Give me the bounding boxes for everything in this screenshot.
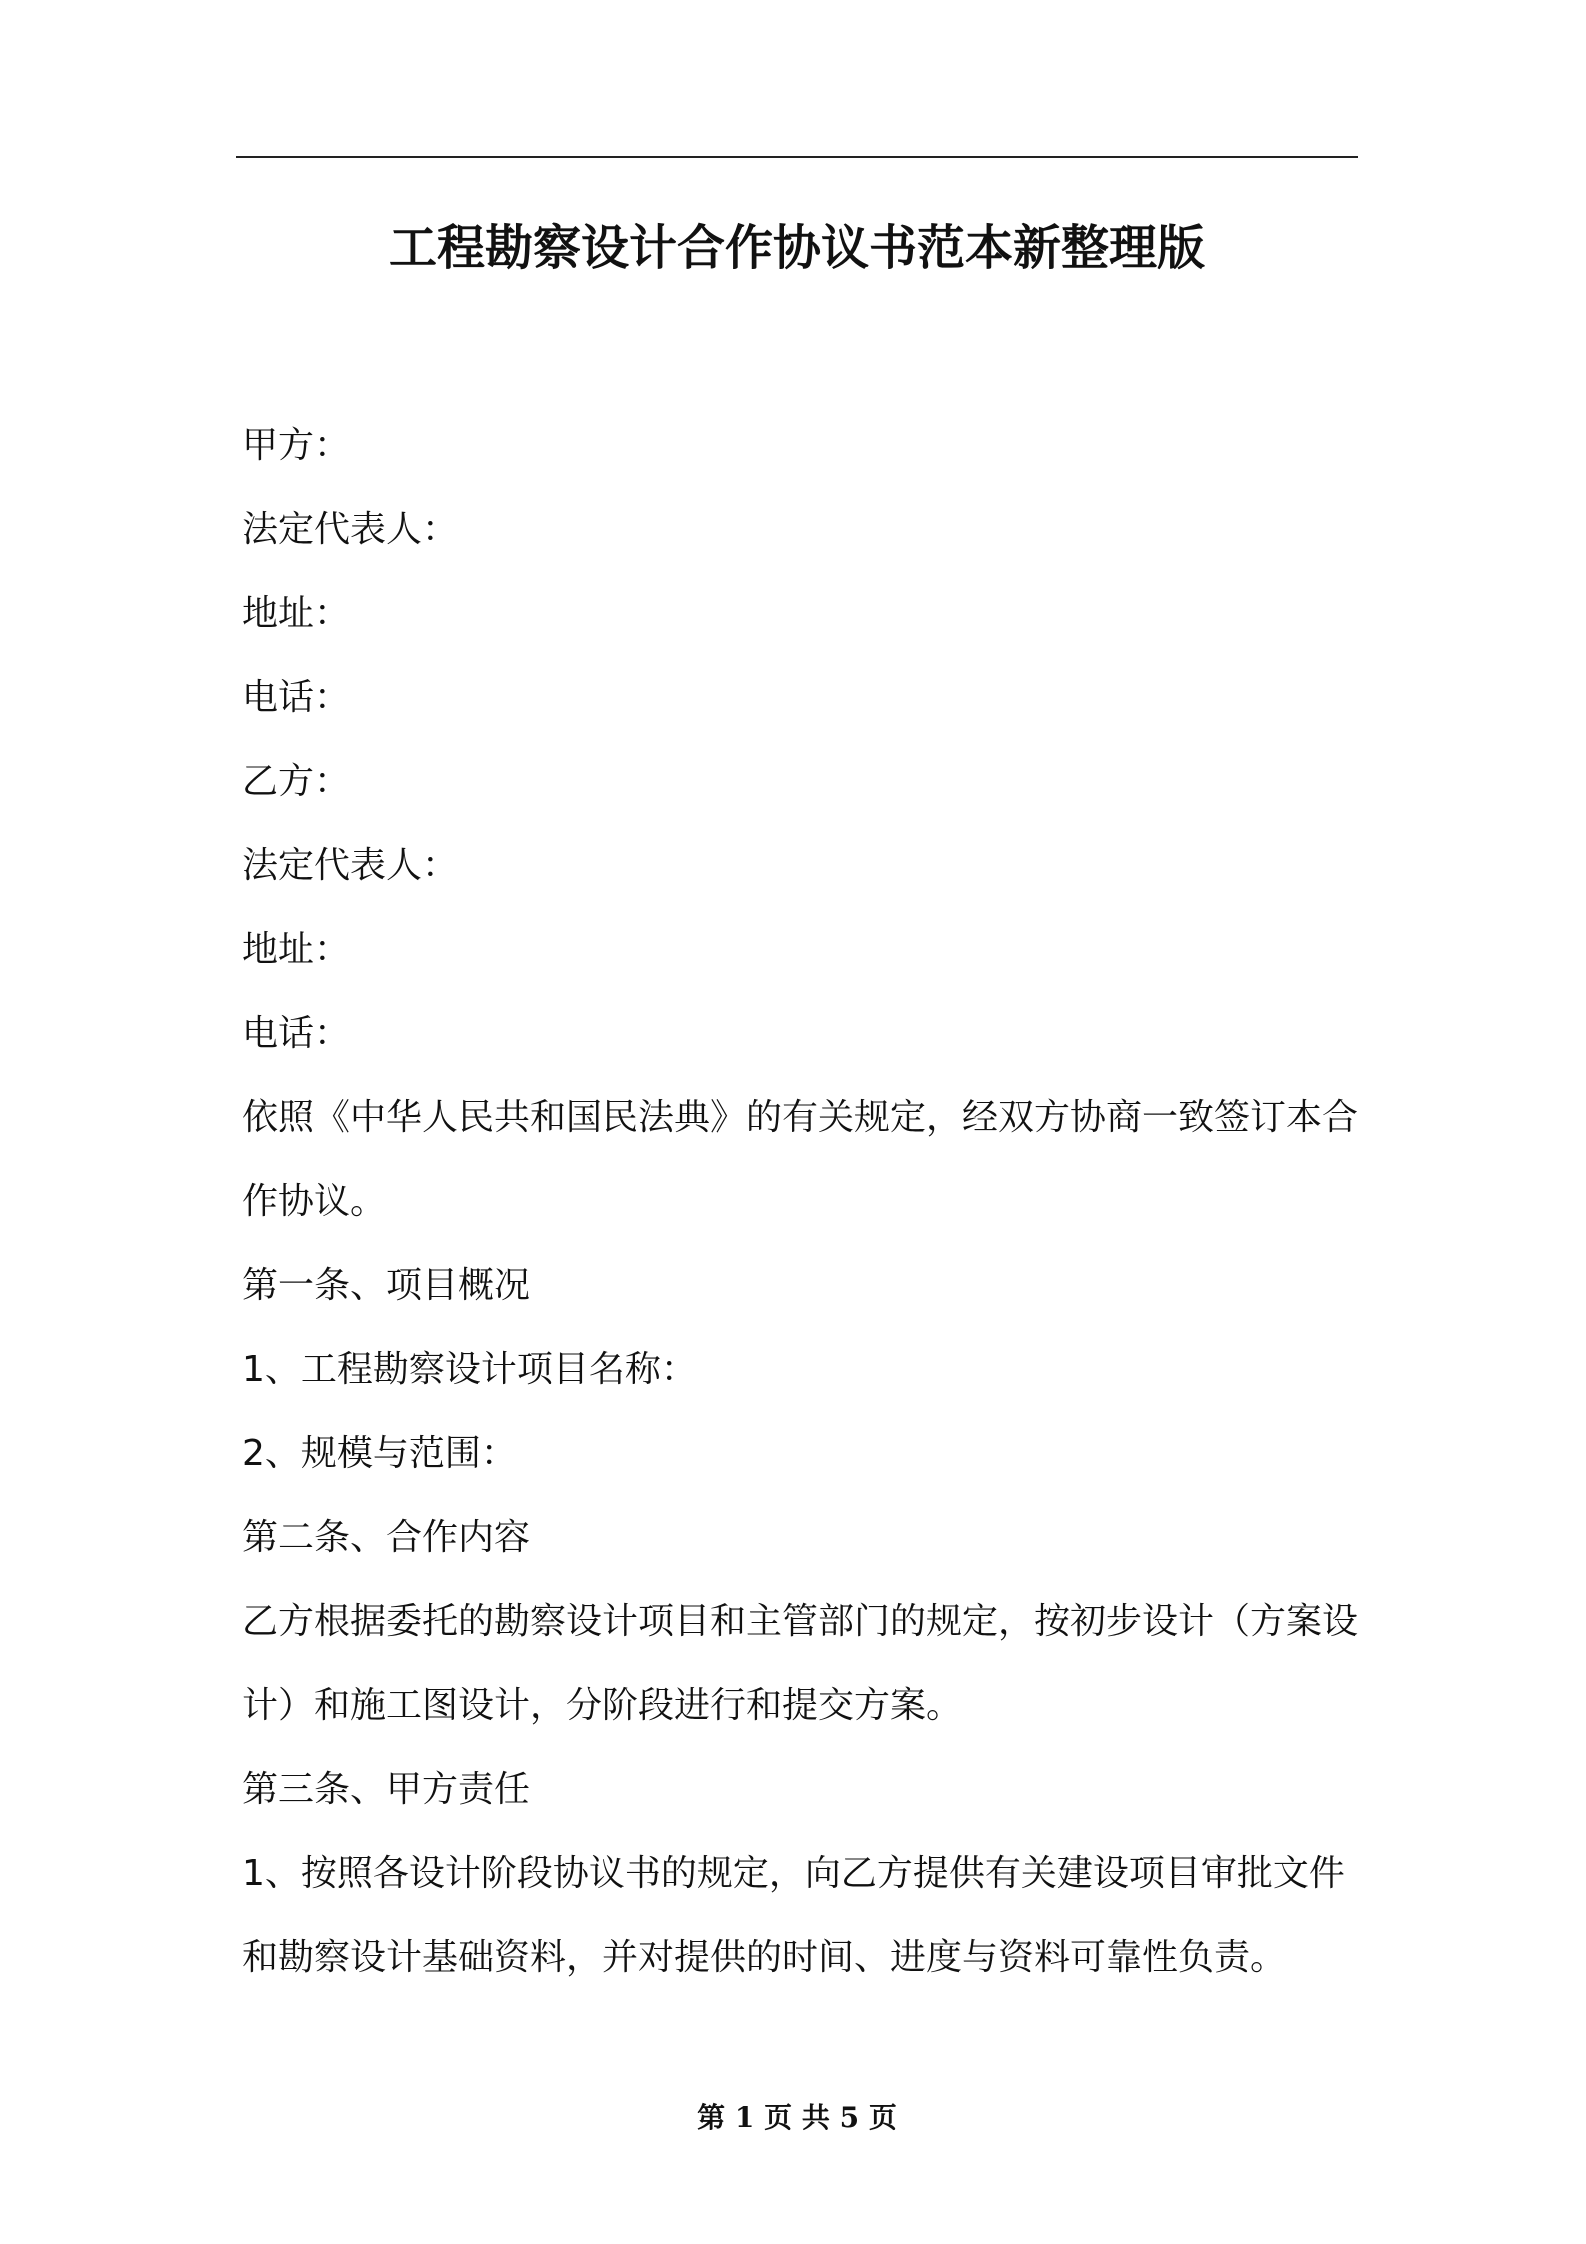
party-a-address-label: 地址： bbox=[242, 593, 351, 634]
party-b-phone-label: 电话： bbox=[242, 1013, 351, 1054]
article-1-item-2: 2、规模与范围： bbox=[242, 1433, 517, 1474]
party-b-address-label: 地址： bbox=[242, 929, 351, 970]
article-1-heading: 第一条、项目概况 bbox=[242, 1265, 531, 1306]
document-body bbox=[242, 404, 1362, 2000]
header-rule bbox=[236, 156, 1358, 158]
document-title: 工程勘察设计合作协议书范本新整理版 bbox=[388, 220, 1205, 276]
party-a-label: 甲方： bbox=[242, 425, 351, 466]
article-3-item-1: 1、按照各设计阶段协议书的规定，向乙方提供有关建设项目审批文件和勘察设计基础资料，并对提供的时间、进度与资料可靠性负责。 bbox=[242, 1853, 1345, 1978]
article-2-heading: 第二条、合作内容 bbox=[242, 1517, 531, 1558]
party-a-legal-rep-label: 法定代表人： bbox=[242, 509, 459, 550]
page-number: 第 1 页 共 5 页 bbox=[697, 2101, 897, 2134]
party-b-legal-rep-label: 法定代表人： bbox=[242, 845, 459, 886]
article-3-heading: 第三条、甲方责任 bbox=[242, 1769, 531, 1810]
party-a-phone-label: 电话： bbox=[242, 677, 351, 718]
intro-paragraph: 依照《中华人民共和国民法典》的有关规定，经双方协商一致签订本合作协议。 bbox=[242, 1097, 1359, 1222]
article-2-body: 乙方根据委托的勘察设计项目和主管部门的规定，按初步设计（方案设计）和施工图设计，分阶段进行和提交方案。 bbox=[242, 1601, 1359, 1726]
party-b-label: 乙方： bbox=[242, 761, 351, 802]
article-1-item-1: 1、工程勘察设计项目名称： bbox=[242, 1349, 697, 1390]
